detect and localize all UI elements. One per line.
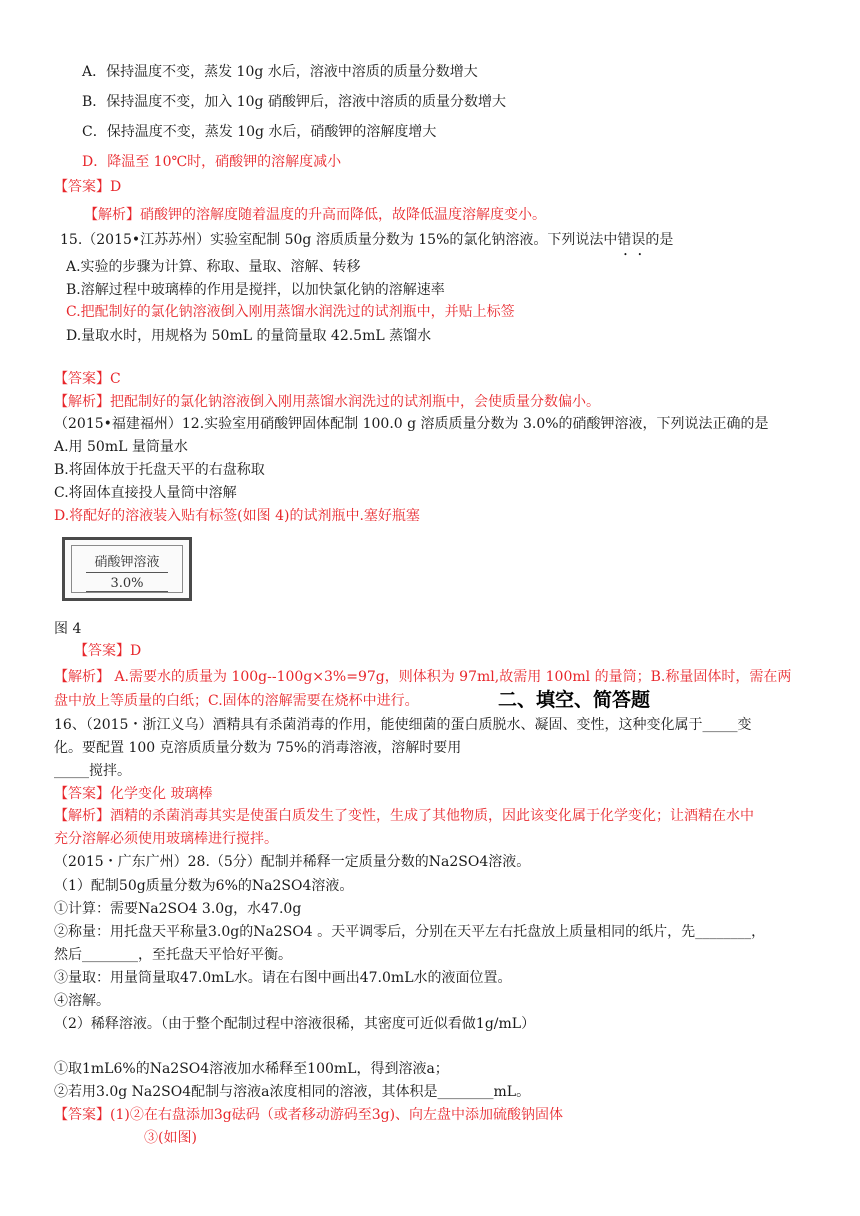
question-28-measure: ③量取：用量筒量取47.0mL水。请在右图中画出47.0mL水的液面位置。 — [54, 970, 512, 986]
question-28: （2015・广东广州）28.（5分）配制并稀释一定质量分数的Na2SO4溶液。 — [54, 854, 531, 870]
answer-28-line2: ③(如图) — [144, 1130, 197, 1146]
answer-28-line1: 【答案】(1)②在右盘添加3g砝码（或者移动游码至3g)、向左盘中添加硫酸钠固体 — [54, 1107, 564, 1123]
question-15-emphasis: 错误 • • — [617, 232, 645, 248]
question-28-part2-b: ②若用3.0g Na2SO4配制与溶液a浓度相同的溶液，其体积是________mL。 — [54, 1084, 531, 1100]
question-28-part2: （2）稀释溶液。（由于整个配制过程中溶液很稀，其密度可近似看做1g/mL） — [54, 1016, 536, 1032]
question-12-option-b: B.将固体放于托盘天平的右盘称取 — [54, 462, 265, 478]
question-16-line2: 化。要配置 100 克溶质质量分数为 75%的消毒溶液，溶解时要用 — [54, 740, 462, 756]
answer-15: 【答案】C — [54, 371, 121, 387]
question-option-d: D．降温至 10℃时，硝酸钾的溶解度减小 — [82, 154, 342, 170]
explanation-12-line1: 【解析】 A.需要水的质量为 100g--100g×3%=97g，则体积为 97ml,故需用 100ml 的量筒；B.称量固体时，需在两 — [54, 669, 792, 685]
question-12-option-d: D.将配好的溶液装入贴有标签(如图 4)的试剂瓶中.塞好瓶塞 — [54, 508, 420, 524]
question-16-line1: 16、（2015・浙江义乌）酒精具有杀菌消毒的作用，能使细菌的蛋白质脱水、凝固、变性，这种变化属于_____变 — [54, 717, 752, 733]
question-16-line3: _____搅拌。 — [54, 763, 131, 779]
explanation-12-line2: 盘中放上等质量的白纸；C.固体的溶解需要在烧杯中进行。 — [54, 693, 419, 709]
question-28-calc: ①计算：需要Na2SO4 3.0g，水47.0g — [54, 901, 302, 917]
label-underline — [86, 591, 168, 592]
question-15-option-d: D.量取水时，用规格为 50mL 的量筒量取 42.5mL 蒸馏水 — [66, 328, 432, 344]
answer-16: 【答案】化学变化 玻璃棒 — [54, 786, 213, 802]
question-15-end: 的是 — [645, 232, 674, 248]
question-28-weigh-line2: 然后________，至托盘天平恰好平衡。 — [54, 947, 292, 963]
label-solution-name: 硝酸钾溶液 — [94, 555, 160, 570]
question-12: （2015•福建福州）12.实验室用硝酸钾固体配制 100.0 g 溶质质量分数为 3.0%的硝酸钾溶液，下列说法正确的是 — [54, 416, 769, 432]
question-28-weigh-line1: ②称量：用托盘天平称量3.0g的Na2SO4 。天平调零后，分别在天平左右托盘放上质量相同的纸片，先________， — [54, 924, 766, 940]
explanation-1: 【解析】硝酸钾的溶解度随着温度的升高而降低，故降低温度溶解度变小。 — [84, 207, 546, 223]
question-option-a: A．保持温度不变，蒸发 10g 水后，溶液中溶质的质量分数增大 — [82, 64, 478, 80]
label-divider — [86, 572, 168, 573]
question-12-option-a: A.用 50mL 量筒量水 — [54, 439, 188, 455]
answer-1: 【答案】D — [54, 179, 122, 195]
question-option-b: B．保持温度不变，加入 10g 硝酸钾后，溶液中溶质的质量分数增大 — [82, 94, 506, 110]
question-option-c: C．保持温度不变，蒸发 10g 水后，硝酸钾的溶解度增大 — [82, 124, 437, 140]
question-28-part1: （1）配制50g质量分数为6%的Na2SO4溶液。 — [54, 878, 354, 894]
explanation-15: 【解析】把配制好的氯化钠溶液倒入刚用蒸馏水润洗过的试剂瓶中，会使质量分数偏小。 — [54, 394, 600, 410]
question-28-part2-a: ①取1mL6%的Na2SO4溶液加水稀释至100mL，得到溶液a； — [54, 1061, 449, 1077]
question-15-option-c: C.把配制好的氯化钠溶液倒入刚用蒸馏水润洗过的试剂瓶中，并贴上标签 — [66, 304, 515, 320]
explanation-16-line2: 充分溶解必须使用玻璃棒进行搅拌。 — [54, 831, 278, 847]
question-12-option-c: C.将固体直接投人量筒中溶解 — [54, 485, 237, 501]
question-15-option-a: A.实验的步骤为计算、称取、量取、溶解、转移 — [66, 259, 361, 275]
label-concentration: 3.0% — [110, 576, 144, 591]
section-title: 二、填空、简答题 — [498, 689, 651, 711]
label-frame — [71, 545, 183, 593]
explanation-16-line1: 【解析】酒精的杀菌消毒其实是使蛋白质发生了变性，生成了其他物质，因此该变化属于化学变化；让酒精在水中 — [54, 808, 754, 824]
reagent-label-figure — [62, 537, 192, 601]
question-15-text: 15.（2015•江苏苏州）实验室配制 50g 溶质质量分数为 15%的氯化钠溶液。下列说法中 — [60, 232, 618, 248]
question-15 — [60, 230, 673, 250]
answer-12: 【答案】D — [74, 643, 142, 659]
question-28-dissolve: ④溶解。 — [54, 993, 110, 1009]
question-15-option-b: B.溶解过程中玻璃棒的作用是搅拌，以加快氯化钠的溶解速率 — [66, 282, 445, 298]
figure-caption: 图 4 — [54, 621, 82, 637]
